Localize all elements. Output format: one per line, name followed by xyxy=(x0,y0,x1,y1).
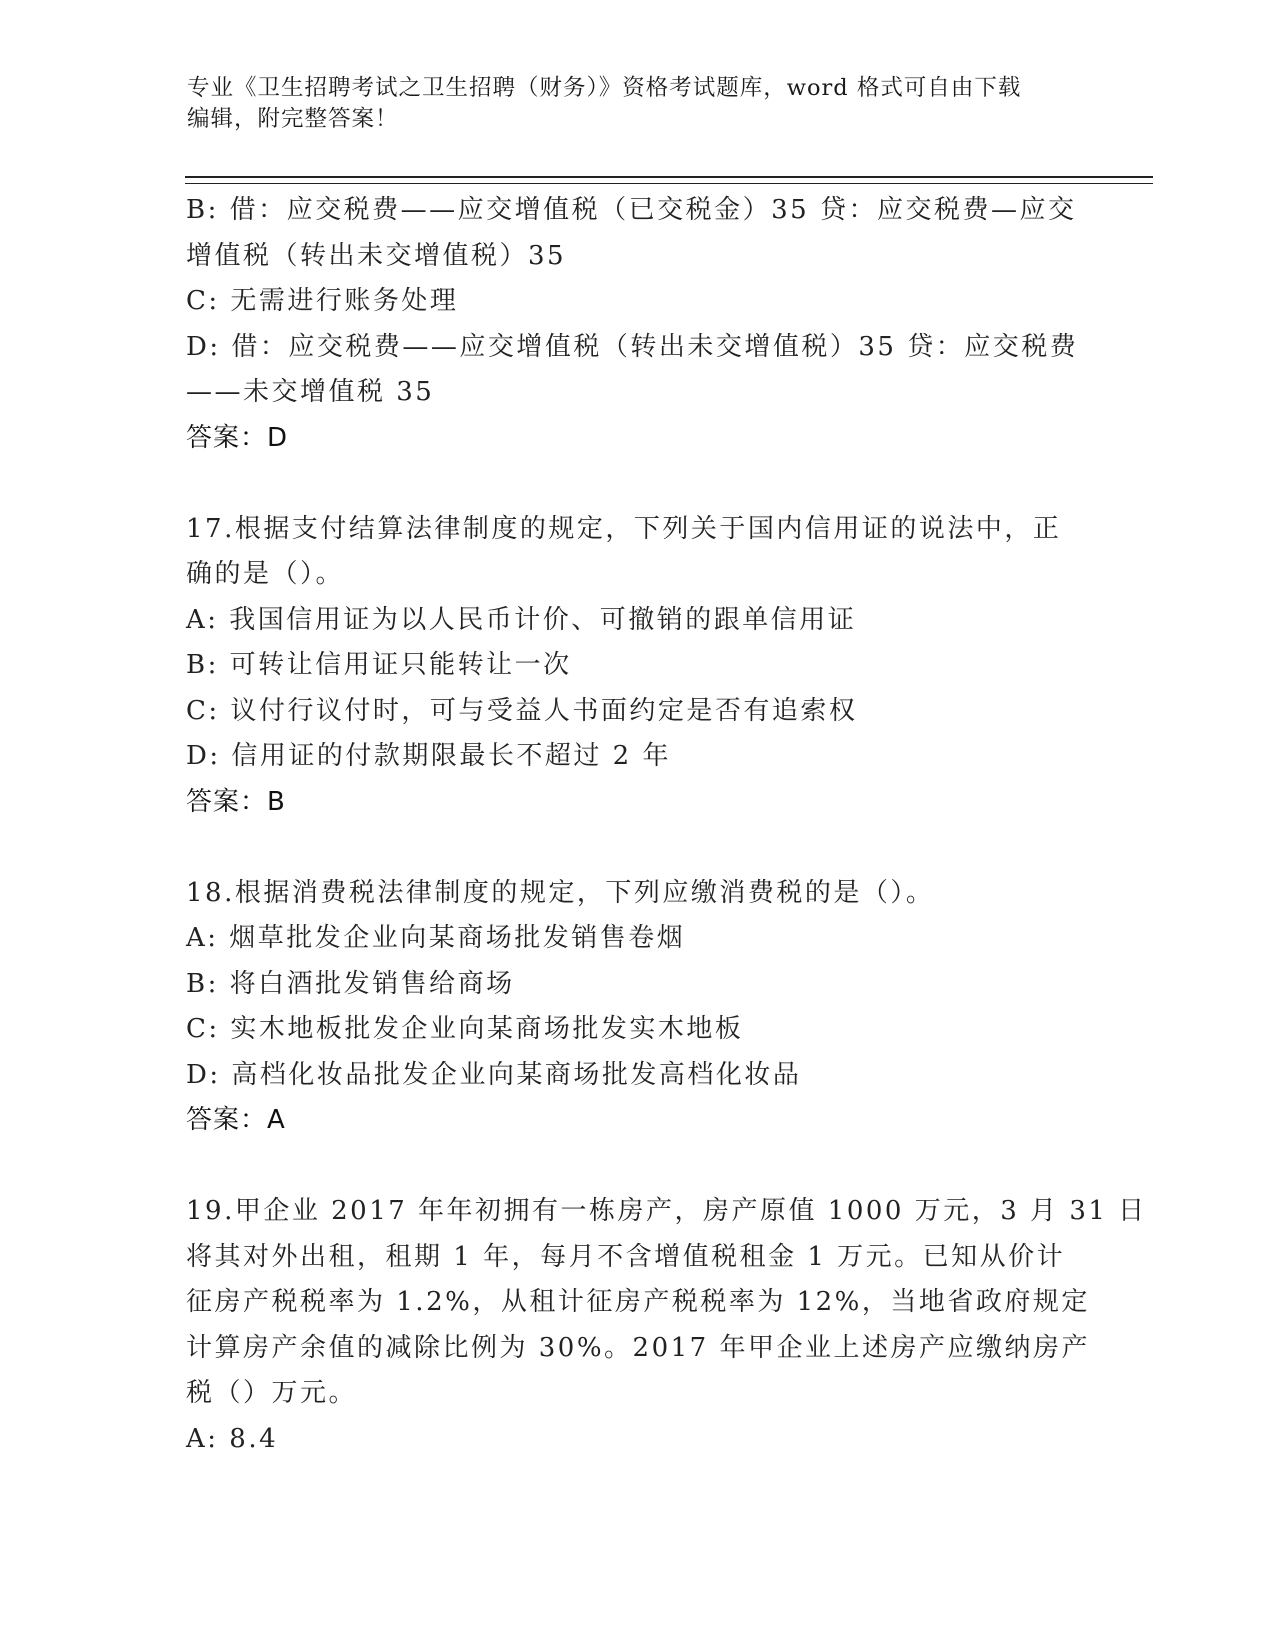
option-b-line-1: B: 借：应交税费——应交增值税（已交税金）35 贷：应交税费—应交 xyxy=(186,195,1077,225)
header-line-1: 专业《卫生招聘考试之卫生招聘（财务）》资格考试题库，word 格式可自由下载 xyxy=(187,75,1022,101)
option-a: A: 8.4 xyxy=(186,1423,279,1454)
answer-label: 答案：D xyxy=(186,422,289,453)
question-stem-line-4: 计算房产余值的减除比例为 30%。2017 年甲企业上述房产应缴纳房产 xyxy=(186,1332,1090,1363)
header-line-2: 编辑，附完整答案！ xyxy=(187,106,399,132)
answer-label: 答案：B xyxy=(186,786,286,817)
spacer xyxy=(186,825,1106,871)
question-stem-line-2: 将其对外出租，租期 1 年，每月不含增值税租金 1 万元。已知从价计 xyxy=(186,1241,1066,1272)
option-a: A: 烟草批发企业向某商场批发销售卷烟 xyxy=(186,923,686,953)
question-stem-line-5: 税（）万元。 xyxy=(186,1378,358,1408)
option-a: A: 我国信用证为以人民币计价、可撤销的跟单信用证 xyxy=(186,604,857,635)
question-17 xyxy=(186,507,1106,826)
option-c: C: 实木地板批发企业向某商场批发实木地板 xyxy=(186,1014,744,1044)
question-stem-line-3: 征房产税税率为 1.2%，从租计征房产税税率为 12%，当地省政府规定 xyxy=(186,1287,1090,1317)
spacer xyxy=(186,461,1106,507)
option-b: B: 将白酒批发销售给商场 xyxy=(186,968,515,999)
question-stem-line-2: 确的是（）。 xyxy=(186,559,345,589)
option-b: B: 可转让信用证只能转让一次 xyxy=(186,650,572,680)
question-stem-line-1: 19.甲企业 2017 年年初拥有一栋房产，房产原值 1000 万元，3 月 31 日 xyxy=(186,1196,1147,1226)
header-rule-thin xyxy=(185,183,1153,184)
question-18 xyxy=(186,871,1106,1144)
document-header xyxy=(187,73,1087,135)
option-c: C: 无需进行账务处理 xyxy=(186,286,459,316)
header-rule-thick xyxy=(185,176,1153,178)
option-c: C: 议付行议付时，可与受益人书面约定是否有追索权 xyxy=(186,695,858,726)
option-b-line-2: 增值税（转出未交增值税）35 xyxy=(186,240,567,271)
question-16-tail xyxy=(186,188,1106,461)
option-d: D: 信用证的付款期限最长不超过 2 年 xyxy=(186,741,671,771)
answer-label: 答案：A xyxy=(186,1105,286,1135)
question-content xyxy=(186,188,1147,1462)
question-19 xyxy=(186,1189,1147,1462)
question-stem-line-1: 17.根据支付结算法律制度的规定，下列关于国内信用证的说法中，正 xyxy=(186,513,1062,544)
spacer xyxy=(186,1144,1106,1190)
question-stem-line-1: 18.根据消费税法律制度的规定，下列应缴消费税的是（）。 xyxy=(186,877,935,908)
option-d-line-2: ——未交增值税 35 xyxy=(186,377,435,407)
option-d: D: 高档化妆品批发企业向某商场批发高档化妆品 xyxy=(186,1059,802,1090)
option-d-line-1: D: 借：应交税费——应交增值税（转出未交增值税）35 贷：应交税费 xyxy=(186,331,1079,362)
